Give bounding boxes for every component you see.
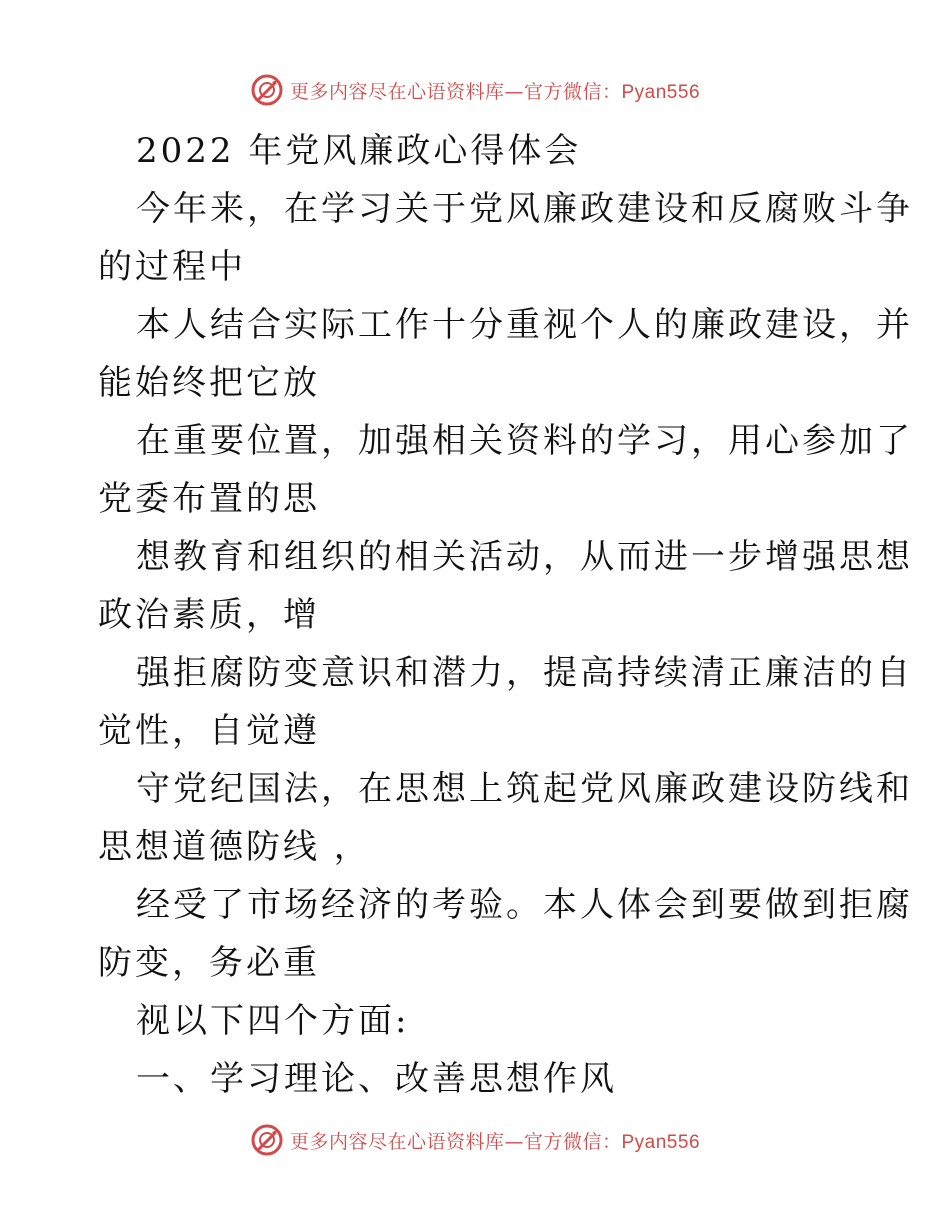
footer-watermark [0, 1120, 950, 1160]
paragraph-line: 能始终把它放 [98, 363, 320, 403]
watermark-site-text: 更多内容尽在心语资料库 [289, 80, 505, 103]
logo-icon [250, 73, 284, 107]
watermark-separator: — [504, 1130, 524, 1153]
document-title: 2022 年党风廉政心得体会 [136, 131, 582, 171]
paragraph-line: 思想道德防线 ， [98, 827, 371, 867]
paragraph-line: 本人结合实际工作十分重视个人的廉政建设，并 [136, 305, 913, 345]
watermark-separator: — [504, 80, 524, 103]
watermark-wechat-id: Pyan556 [621, 1131, 701, 1153]
watermark-site-text: 更多内容尽在心语资料库 [289, 1130, 505, 1153]
paragraph-line: 在重要位置，加强相关资料的学习，用心参加了 [136, 421, 913, 461]
header-watermark [0, 70, 950, 110]
document-body [98, 122, 913, 1108]
paragraph-line: 守党纪国法，在思想上筑起党风廉政建设防线和 [136, 769, 913, 809]
paragraph-line: 经受了市场经济的考验。本人体会到要做到拒腐 [136, 885, 913, 925]
paragraph-line: 今年来，在学习关于党风廉政建设和反腐败斗争 [136, 189, 913, 229]
paragraph-line: 防变，务必重 [98, 943, 320, 983]
logo-icon [250, 1123, 284, 1157]
paragraph-line: 强拒腐防变意识和潜力，提高持续清正廉洁的自 [136, 653, 913, 693]
paragraph-line: 视以下四个方面: [136, 1001, 410, 1041]
paragraph-line: 的过程中 [98, 247, 246, 287]
watermark-text [290, 77, 700, 104]
paragraph-line: 政治素质，增 [98, 595, 320, 635]
paragraph-line: 想教育和组织的相关活动，从而进一步增强思想 [136, 537, 913, 577]
paragraph-line: 觉性，自觉遵 [98, 711, 320, 751]
paragraph-line: 党委布置的思 [98, 479, 320, 519]
watermark-wechat-id: Pyan556 [621, 81, 701, 103]
watermark-wechat-label: 官方微信： [523, 80, 622, 103]
watermark-text [290, 1127, 700, 1154]
section-heading: 一、学习理论、改善思想作风 [136, 1059, 617, 1099]
watermark-wechat-label: 官方微信： [523, 1130, 622, 1153]
